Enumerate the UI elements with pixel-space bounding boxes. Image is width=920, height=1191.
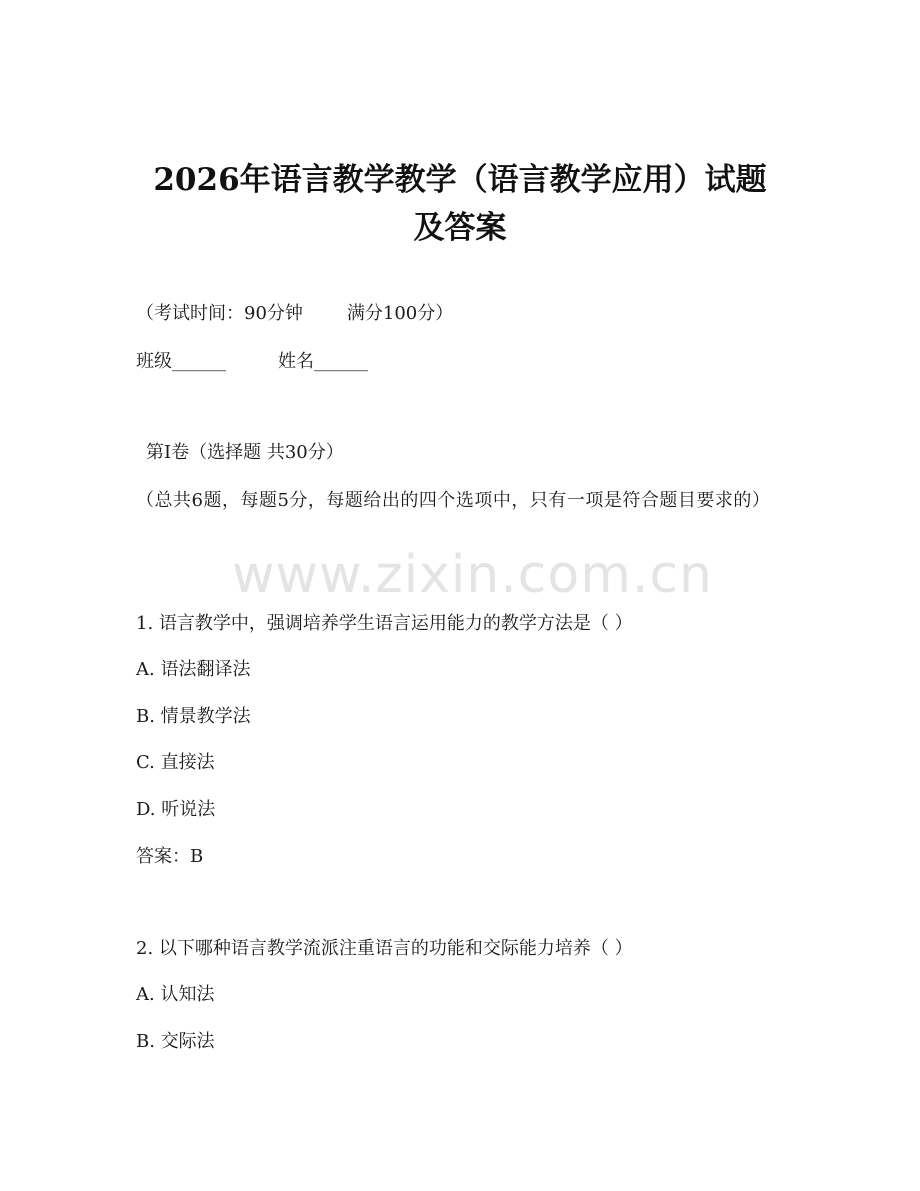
question-1-stem: 1. 语言教学中，强调培养学生语言运用能力的教学方法是（ ） — [136, 613, 633, 634]
question-2-option-a: A. 认知法 — [136, 984, 215, 1005]
class-field: 班级______ — [136, 351, 226, 372]
name-field: 姓名______ — [278, 351, 368, 372]
page-title-line2: 及答案 — [413, 210, 507, 246]
page-title-line1: 2026年语言教学教学（语言教学应用）试题 — [153, 162, 767, 198]
question-2-option-b: B. 交际法 — [136, 1031, 215, 1052]
question-1-option-d: D. 听说法 — [136, 799, 216, 820]
exam-total-score: 满分100分） — [346, 303, 454, 324]
watermark: www.zixin.com.cn — [232, 545, 713, 605]
student-fields — [136, 350, 368, 374]
exam-info — [136, 302, 453, 326]
section-instructions: （总共6题，每题5分，每题给出的四个选项中，只有一项是符合题目要求的） — [136, 490, 771, 511]
exam-time: （考试时间：90分钟 — [136, 303, 303, 324]
question-1-option-c: C. 直接法 — [136, 752, 215, 773]
question-1-option-b: B. 情景教学法 — [136, 706, 251, 727]
section-heading: 第Ⅰ卷（选择题 共30分） — [146, 442, 344, 463]
question-1-answer: 答案：B — [136, 846, 204, 867]
question-2-stem: 2. 以下哪种语言教学流派注重语言的功能和交际能力培养（ ） — [136, 938, 633, 959]
question-1-option-a: A. 语法翻译法 — [136, 659, 251, 680]
